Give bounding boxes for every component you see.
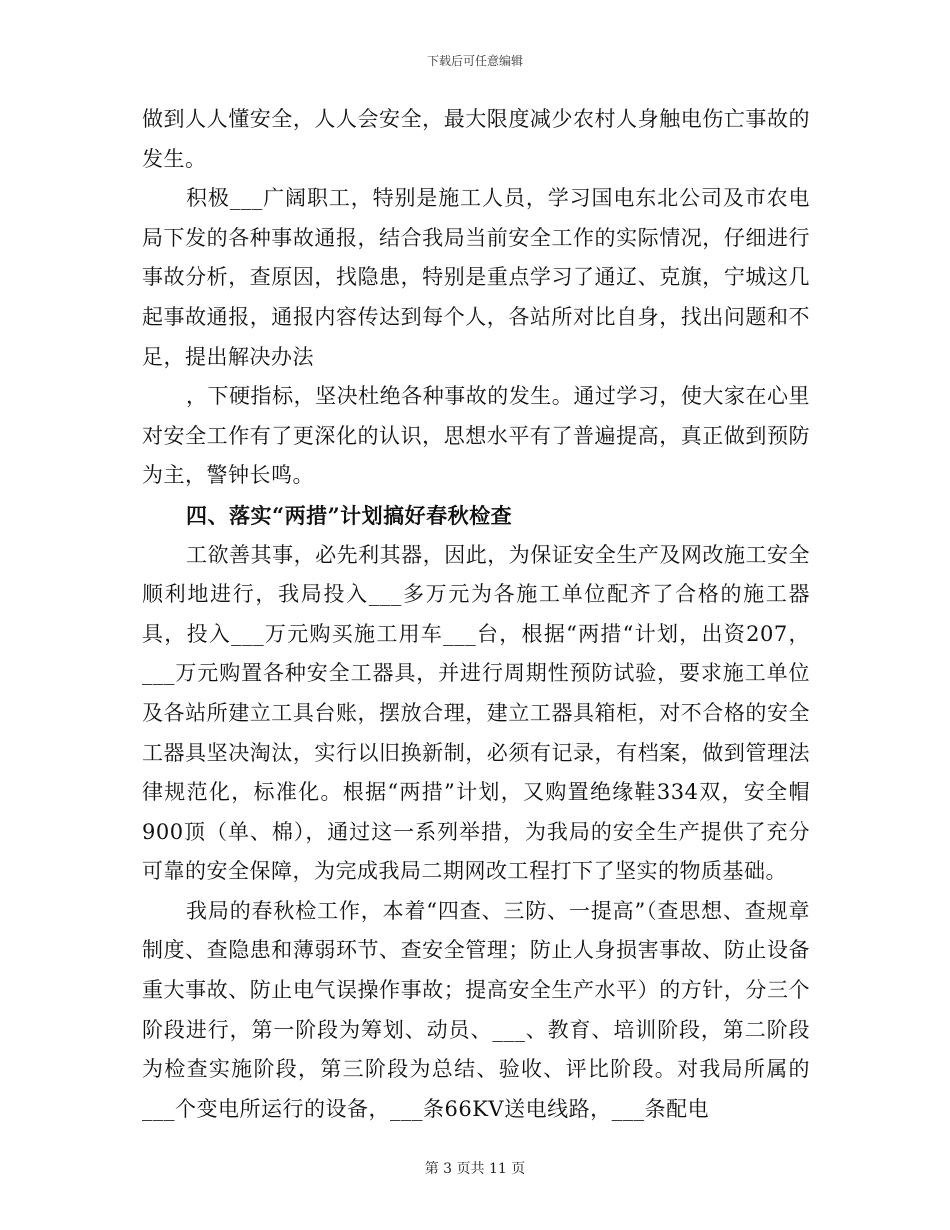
section-heading-four: 四、落实“两措”计划搞好春秋检查 [186, 502, 513, 528]
paragraph-spring-autumn-inspection: 我局的春秋检工作，本着“四查、三防、一提高”（查思想、查规章制度、查隐患和薄弱环节、查安全管理；防止人身损害事故、防止设备重大事故、防止电气误操作事故；提高安全生产水平）的方针，分三个阶段进行，第一阶段为筹划、动员、___、教育、培训阶段，第二阶段为检查实施阶段，第三阶段为总结、验收、评比阶段。对我局所属的___个变电所运行的设备，___条66KV送电线路，___条配电 [142, 898, 810, 1121]
document-body [142, 100, 810, 1129]
paragraph-study-accident-reports: 积极___广阔职工，特别是施工人员，学习国电东北公司及市农电局下发的各种事故通报，结合我局当前安全工作的实际情况，仔细进行事故分析，查原因，找隐患，特别是重点学习了通辽、克旗，宁城这几起事故通报，通报内容传达到每个人，各站所对比自身，找出问题和不足，提出解决办法 [142, 186, 810, 369]
paragraph-continuation: 做到人人懂安全，人人会安全，最大限度减少农村人身触电伤亡事故的发生。 [142, 107, 810, 171]
paragraph-hard-targets: ，下硬指标，坚决杜绝各种事故的发生。通过学习，使大家在心里对安全工作有了更深化的认识，思想水平有了普遍提高，真正做到预防为主，警钟长鸣。 [142, 384, 810, 488]
page-number: 第 3 页共 11 页 [424, 1161, 526, 1177]
page-header: 下载后可任意编辑 [426, 54, 523, 68]
paragraph-tools-investment: 工欲善其事，必先利其器，因此，为保证安全生产及网改施工安全顺利地进行，我局投入___多万元为各施工单位配齐了合格的施工器具，投入___万元购买施工用车___台，根据“两措“计划，出资207，___万元购置各种安全工器具，并进行周期性预防试验，要求施工单位及各站所建立工具台账，摆放合理，建立工器具箱柜，对不合格的安全工器具坚决淘汰，实行以旧换新制，必须有记录，有档案，做到管理法律规范化，标准化。根据“两措”计划，又购置绝缘鞋334双，安全帽900顶（单、棉），通过这一系列举措，为我局的安全生产提供了充分可靠的安全保障，为完成我局二期网改工程打下了坚实的物质基础。 [142, 542, 810, 884]
